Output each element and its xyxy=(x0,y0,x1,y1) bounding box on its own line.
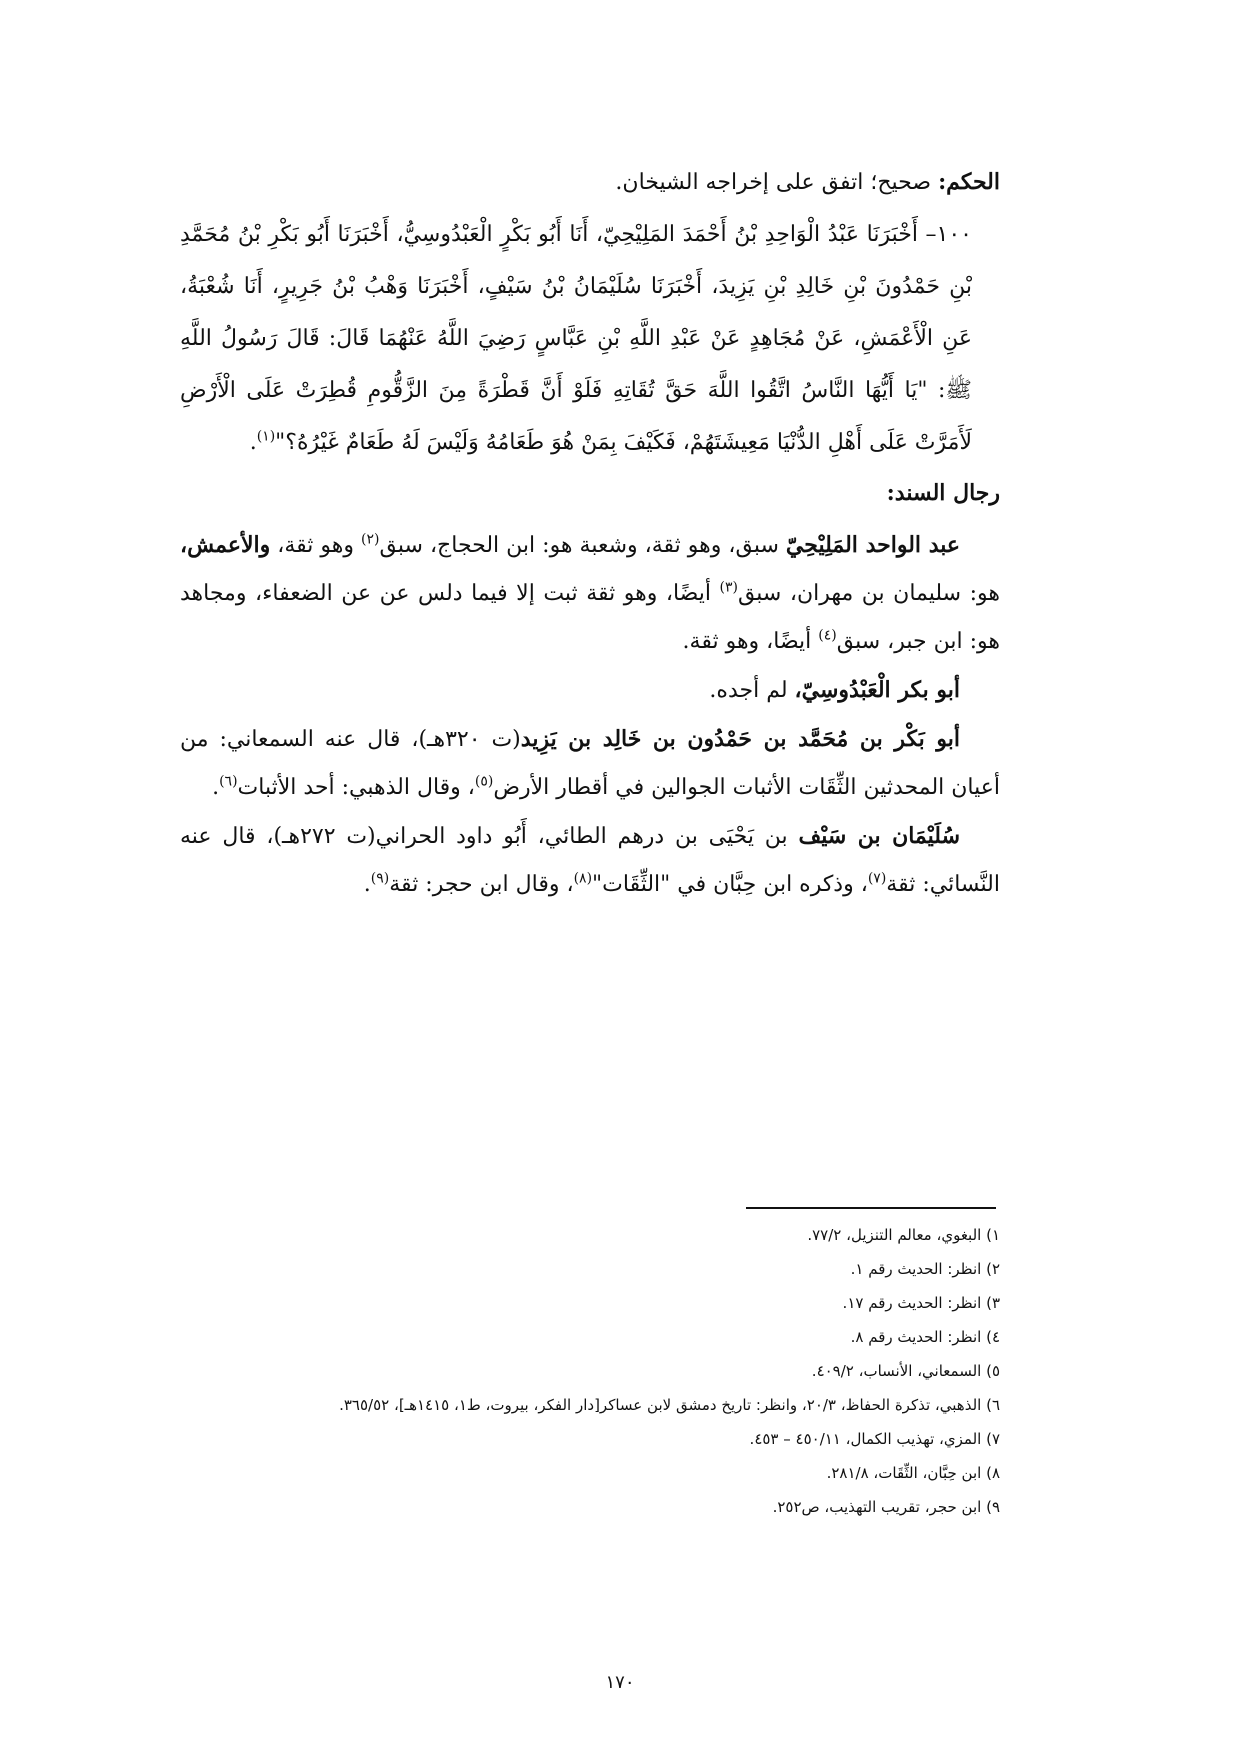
hadith-body: ١٠٠– أَخْبَرَنَا عَبْدُ الْوَاحِدِ بْنُ أَحْمَدَ المَلِيْحِيّ، أَنَا أَبُو بَكْرٍ الْعَبْدُوسِيُّ، أَخْبَرَنَا أَبُو بَكْرِ بْنُ مُحَمَّدِ بْنِ حَمْدُونَ بْنِ خَالِدِ بْنِ يَزِيدَ، أَخْبَرَنَا سُلَيْمَانُ بْنُ سَيْفٍ، أَخْبَرَنَا وَهْبُ بْنُ جَرِيرٍ، أَنَا شُعْبَةُ، عَنِ الْأَعْمَشِ، عَنْ مُجَاهِدٍ عَنْ عَبْدِ اللَّهِ بْنِ عَبَّاسٍ رَضِيَ اللَّهُ عَنْهُمَا قَالَ: قَالَ رَسُولُ اللَّهِ ﷺ: "يَا أَيُّهَا النَّاسُ اتَّقُوا اللَّهَ حَقَّ تُقَاتِهِ فَلَوْ أَنَّ قَطْرَةً مِنَ الزَّقُّومِ قُطِرَتْ عَلَى الْأَرْضِ لَأَمَرَّتْ عَلَى أَهْلِ الدُّنْيَا مَعِيشَتَهُمْ، فَكَيْفَ بِمَنْ هُوَ طَعَامُهُ وَلَيْسَ لَهُ طَعَامٌ غَيْرُهُ؟" xyxy=(180,222,972,455)
narrator-text: ، وذكره ابن حِبَّان في "الثِّقَات" xyxy=(592,872,868,897)
narrator-text: ، وقال الذهبي: أحد الأثبات xyxy=(237,775,475,800)
footnote-8: ٨) ابن حِبَّان، الثِّقَات، ٢٨١/٨. xyxy=(826,1464,1000,1482)
narrator-name-abdusi: أبو بكر الْعَبْدُوسِيّ، xyxy=(794,677,960,703)
narrator-text: ، وقال ابن حجر: ثقة xyxy=(389,872,574,897)
footnote-ref-3[interactable]: (٣) xyxy=(719,579,738,596)
narrator-paragraph-2 xyxy=(180,666,1000,715)
footnote-1: ١) البغوي، معالم التنزيل، ٧٧/٢. xyxy=(807,1226,1000,1244)
footnote-6: ٦) الذهبي، تذكرة الحفاظ، ٢٠/٣، وانظر: تاريخ دمشق لابن عساكر[دار الفكر، بيروت، ط١، ١٤١٥هـ]، ٣٦٥/٥٢. xyxy=(339,1396,1000,1414)
ruling-label: الحكم: xyxy=(938,169,1000,195)
footnote-ref-1[interactable]: (١) xyxy=(256,428,276,445)
narrator-text: بن يَحْيَى بن درهم الطائي، أَبُو داود الحراني(ت ٢٧٢هـ)، قال عنه النَّسائي: ثقة xyxy=(180,824,1000,897)
narrator-text: . xyxy=(363,872,371,897)
narrator-text: . xyxy=(212,775,220,800)
narrator-text: هو: سليمان بن مهران، سبق xyxy=(737,581,1000,606)
footnote-ref-5[interactable]: (٥) xyxy=(474,773,494,790)
narrator-text: وهو ثقة، xyxy=(270,533,362,558)
footnote-ref-9[interactable]: (٩) xyxy=(370,870,390,887)
footnote-9: ٩) ابن حجر، تقريب التهذيب، ص٢٥٢. xyxy=(772,1498,1000,1516)
hadith-end: . xyxy=(249,430,257,455)
footnote-4: ٤) انظر: الحديث رقم ٨. xyxy=(850,1328,1000,1346)
narrator-name-abubakr: أبو بَكْر بن مُحَمَّد بن حَمْدُون بن خَالِد بن يَزِيد xyxy=(520,726,960,752)
narrator-text: لم أجده. xyxy=(709,678,795,703)
ruling-line xyxy=(180,158,1000,207)
footnote-separator xyxy=(746,1207,996,1209)
narrator-text: أيضًا، وهو ثقة ثبت إلا فيما دلس عن عن الضعفاء، ومجاهد هو: ابن جبر، سبق xyxy=(180,581,1000,654)
footnote-5: ٥) السمعاني، الأنساب، ٤٠٩/٢. xyxy=(811,1362,1000,1380)
footnotes-section xyxy=(180,1218,1000,1524)
footnote-ref-8[interactable]: (٨) xyxy=(573,870,593,887)
narrator-paragraph-3 xyxy=(180,715,1000,812)
narrator-text: سبق، وهو ثقة، وشعبة هو: ابن الحجاج، سبق xyxy=(379,533,786,558)
footnote-3: ٣) انظر: الحديث رقم ١٧. xyxy=(842,1294,1000,1312)
page-number: ١٧٠ xyxy=(605,1672,635,1693)
narrator-paragraph-4 xyxy=(180,812,1000,909)
narrator-text: أيضًا، وهو ثقة. xyxy=(682,629,819,654)
narrator-paragraph-1 xyxy=(180,521,1000,666)
footnote-ref-4[interactable]: (٤) xyxy=(818,627,837,644)
section-heading: رجال السند: xyxy=(886,480,1000,506)
narrator-name-abdulwahid: عبد الواحد المَلِيْحِيّ xyxy=(785,532,961,558)
narrator-text: (ت ٣٢٠هـ)، قال عنه السمعاني: من أعيان المحدثين الثِّقَات الأثبات الجوالين في أقطار الأرض xyxy=(180,727,1000,800)
footnote-ref-6[interactable]: (٦) xyxy=(219,773,238,790)
footnote-ref-2[interactable]: (٢) xyxy=(361,531,380,548)
footnote-2: ٢) انظر: الحديث رقم ١. xyxy=(850,1260,1000,1278)
narrator-name-amash: والأعمش، xyxy=(180,532,271,558)
main-text xyxy=(180,158,1000,909)
footnote-ref-7[interactable]: (٧) xyxy=(867,870,887,887)
footnote-7: ٧) المزي، تهذيب الكمال، ٤٥٠/١١ – ٤٥٣. xyxy=(749,1430,1000,1448)
narrator-name-sulayman: سُلَيْمَان بن سَيْف xyxy=(798,823,960,849)
ruling-text: صحيح؛ اتفق على إخراجه الشيخان. xyxy=(615,170,939,195)
hadith-text xyxy=(180,209,1000,469)
